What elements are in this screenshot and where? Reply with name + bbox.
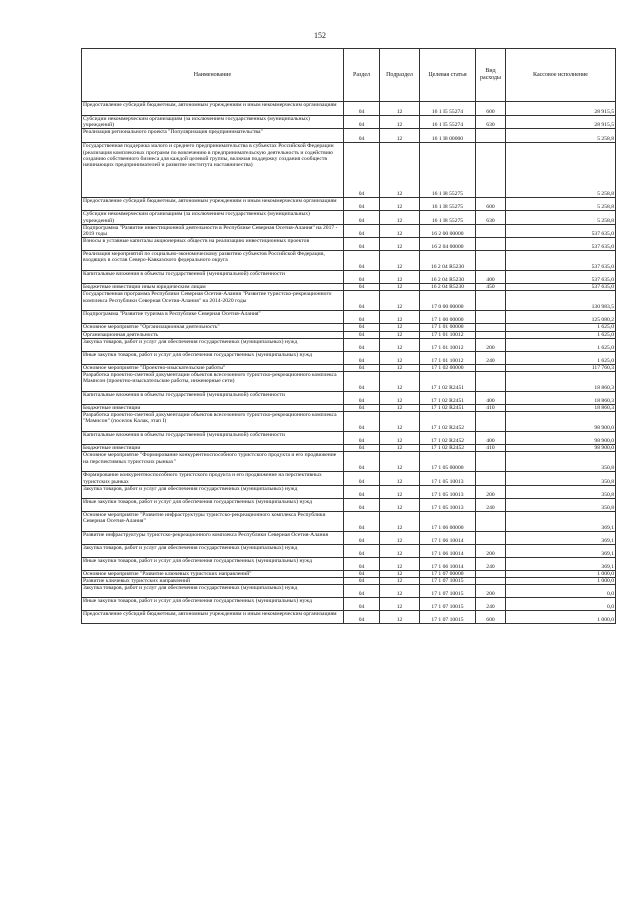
row-cash-execution: 28 915,5 <box>506 102 616 116</box>
row-target-article: 17 1 02 R2451 <box>420 405 476 412</box>
row-cash-execution: 1 000,0 <box>506 570 616 577</box>
row-section: 04 <box>344 284 380 291</box>
row-subsection: 12 <box>380 578 420 585</box>
row-subsection: 12 <box>380 211 420 224</box>
row-cash-execution: 537 635,0 <box>506 238 616 251</box>
row-name: Организационная деятельность <box>82 331 344 338</box>
table-row <box>82 570 616 577</box>
row-expense-type: 400 <box>476 432 506 445</box>
row-name: Предоставление субсидий бюджетным, автономным учреждениям и иным некоммерческим организациям <box>82 102 344 116</box>
row-section: 04 <box>344 198 380 211</box>
table-row <box>82 511 616 531</box>
row-cash-execution: 98 900,0 <box>506 432 616 445</box>
row-expense-type: 200 <box>476 585 506 598</box>
row-expense-type <box>476 143 506 198</box>
row-cash-execution: 117 760,3 <box>506 364 616 371</box>
row-target-article: 17 1 02 R2451 <box>420 372 476 392</box>
row-name: Развитие ключевых туристских направлений <box>82 578 344 585</box>
row-section: 04 <box>344 511 380 531</box>
table-row <box>82 405 616 412</box>
row-name: Капитальные вложения в объекты государственной (муниципальной) собственности <box>82 392 344 405</box>
row-expense-type: 240 <box>476 557 506 570</box>
row-subsection: 12 <box>380 452 420 472</box>
row-name: Бюджетные инвестиции иным юридическим лицам <box>82 284 344 291</box>
row-expense-type: 600 <box>476 611 506 624</box>
row-name: Основное мероприятие "Организационная деятельность" <box>82 324 344 331</box>
row-section: 04 <box>344 452 380 472</box>
row-expense-type <box>476 324 506 331</box>
row-cash-execution: 350,8 <box>506 472 616 485</box>
row-target-article: 17 1 07 10015 <box>420 598 476 611</box>
row-name: Государственная программа Республики Северная Осетия-Алания "Развитие туристско-рекреационного комплекса Республики Северная Осетия-Алания" на 2014-2020 годы <box>82 291 344 311</box>
row-expense-type: 630 <box>476 211 506 224</box>
row-target-article: 16 1 I8 55275 <box>420 211 476 224</box>
row-subsection: 12 <box>380 511 420 531</box>
row-section: 04 <box>344 238 380 251</box>
table-row <box>82 251 616 271</box>
row-cash-execution: 18 860,3 <box>506 405 616 412</box>
row-expense-type <box>476 129 506 143</box>
table-row <box>82 611 616 624</box>
row-subsection: 12 <box>380 405 420 412</box>
row-subsection: 12 <box>380 271 420 284</box>
table-row <box>82 224 616 237</box>
row-target-article: 17 1 02 R2451 <box>420 392 476 405</box>
row-target-article: 17 1 01 00000 <box>420 324 476 331</box>
row-name: Разработка проектно-сметной документации объектов всесезонного туристско-рекреационного комплекса Мамисон (проектно-изыскательские работы, инженерные сети) <box>82 372 344 392</box>
row-section: 04 <box>344 311 380 324</box>
row-cash-execution: 18 860,3 <box>506 392 616 405</box>
row-expense-type: 200 <box>476 338 506 351</box>
table-row <box>82 498 616 511</box>
row-section: 04 <box>344 392 380 405</box>
row-section: 04 <box>344 271 380 284</box>
row-cash-execution: 0,0 <box>506 598 616 611</box>
row-section: 04 <box>344 143 380 198</box>
row-expense-type <box>476 372 506 392</box>
row-name: Основное мероприятие "Формирование конкурентноспособного туристского продукта и его продвижение на перспективных туристских рынках" <box>82 452 344 472</box>
row-target-article: 17 1 05 10013 <box>420 485 476 498</box>
row-target-article: 16 1 I8 55275 <box>420 198 476 211</box>
row-name: Субсидии некоммерческим организациям (за исключением государственных (муниципальных) учреждений) <box>82 211 344 224</box>
row-expense-type: 410 <box>476 445 506 452</box>
row-section: 04 <box>344 338 380 351</box>
row-section: 04 <box>344 531 380 544</box>
table-row <box>82 211 616 224</box>
row-target-article: 16 1 I5 55274 <box>420 116 476 129</box>
row-name: Формирование конкурентноспособного туристского продукта и его продвижение на перспективных туристских рынках <box>82 472 344 485</box>
row-name: Бюджетные инвестиции <box>82 405 344 412</box>
row-section: 04 <box>344 324 380 331</box>
row-subsection: 12 <box>380 372 420 392</box>
row-expense-type: 400 <box>476 271 506 284</box>
row-target-article: 17 1 01 10012 <box>420 331 476 338</box>
table-row <box>82 472 616 485</box>
row-cash-execution: 98 900,0 <box>506 445 616 452</box>
table-row <box>82 331 616 338</box>
row-name: Закупка товаров, работ и услуг для обеспечения государственных (муниципальных) нужд <box>82 338 344 351</box>
table-row <box>82 238 616 251</box>
row-name: Закупка товаров, работ и услуг для обеспечения государственных (муниципальных) нужд <box>82 585 344 598</box>
row-name: Реализация регионального проекта "Популяризация предпринимательства" <box>82 129 344 143</box>
row-subsection: 12 <box>380 611 420 624</box>
table-row <box>82 452 616 472</box>
row-target-article: 16 2 04 R5230 <box>420 271 476 284</box>
row-cash-execution: 5 258,8 <box>506 198 616 211</box>
row-subsection: 12 <box>380 331 420 338</box>
row-section: 04 <box>344 331 380 338</box>
table-row <box>82 445 616 452</box>
header-cash-execution: Кассовое исполнение <box>506 49 616 102</box>
row-subsection: 12 <box>380 570 420 577</box>
header-subsection: Подраздел <box>380 49 420 102</box>
table-row <box>82 284 616 291</box>
row-section: 04 <box>344 351 380 364</box>
row-cash-execution: 537 635,0 <box>506 251 616 271</box>
row-name: Закупка товаров, работ и услуг для обеспечения государственных (муниципальных) нужд <box>82 544 344 557</box>
row-target-article: 17 1 00 00000 <box>420 311 476 324</box>
table-row <box>82 585 616 598</box>
table-row <box>82 324 616 331</box>
row-subsection: 12 <box>380 351 420 364</box>
row-name: Субсидии некоммерческим организациям (за исключением государственных (муниципальных) учреждений) <box>82 116 344 129</box>
row-expense-type <box>476 251 506 271</box>
row-section: 04 <box>344 432 380 445</box>
row-section: 04 <box>344 211 380 224</box>
row-target-article: 17 1 02 R2452 <box>420 445 476 452</box>
row-cash-execution: 369,1 <box>506 531 616 544</box>
row-cash-execution: 350,8 <box>506 485 616 498</box>
row-target-article: 17 1 06 00000 <box>420 511 476 531</box>
row-subsection: 12 <box>380 585 420 598</box>
row-expense-type <box>476 578 506 585</box>
row-section: 04 <box>344 445 380 452</box>
table-row <box>82 364 616 371</box>
row-expense-type <box>476 472 506 485</box>
row-subsection: 12 <box>380 598 420 611</box>
row-name: Государственная поддержка малого и среднего предпринимательства в субъектах Российской Федерации (реализация комплексных программ по вовлечению в предпринимательскую деятельность и содействию созданию собственного бизнеса для каждой целевой группы, включая поддержку создания сообществ начинающих предпринимателей и развитие института наставничества) <box>82 143 344 198</box>
table-row <box>82 544 616 557</box>
row-expense-type: 600 <box>476 198 506 211</box>
row-target-article: 16 1 I8 55275 <box>420 143 476 198</box>
row-section: 04 <box>344 116 380 129</box>
header-name: Наименование <box>82 49 344 102</box>
row-section: 04 <box>344 412 380 432</box>
table-row <box>82 432 616 445</box>
row-subsection: 12 <box>380 238 420 251</box>
row-expense-type <box>476 364 506 371</box>
row-expense-type: 400 <box>476 392 506 405</box>
row-name: Капитальные вложения в объекты государственной (муниципальной) собственности <box>82 432 344 445</box>
table-row <box>82 271 616 284</box>
row-name: Закупка товаров, работ и услуг для обеспечения государственных (муниципальных) нужд <box>82 485 344 498</box>
row-cash-execution: 369,1 <box>506 557 616 570</box>
row-name: Подпрограмма "Развитие инвестиционной деятельности в Республике Северная Осетия-Алания" на 2017 - 2019 годы <box>82 224 344 237</box>
row-expense-type <box>476 291 506 311</box>
row-section: 04 <box>344 578 380 585</box>
table-row <box>82 116 616 129</box>
row-cash-execution: 0,0 <box>506 585 616 598</box>
row-section: 04 <box>344 611 380 624</box>
row-subsection: 12 <box>380 198 420 211</box>
row-target-article: 17 1 07 00000 <box>420 570 476 577</box>
row-target-article: 17 1 05 10013 <box>420 498 476 511</box>
row-name: Основное мероприятие "Развитие инфраструктуры туристско-рекреационного комплекса Республики Северная Осетия-Алания" <box>82 511 344 531</box>
header-section: Раздел <box>344 49 380 102</box>
row-section: 04 <box>344 405 380 412</box>
row-section: 04 <box>344 570 380 577</box>
row-subsection: 12 <box>380 116 420 129</box>
row-expense-type <box>476 224 506 237</box>
table-row <box>82 598 616 611</box>
row-section: 04 <box>344 498 380 511</box>
row-subsection: 12 <box>380 485 420 498</box>
row-subsection: 12 <box>380 324 420 331</box>
row-subsection: 12 <box>380 445 420 452</box>
row-expense-type <box>476 531 506 544</box>
table-row <box>82 198 616 211</box>
row-cash-execution: 350,8 <box>506 498 616 511</box>
table-row <box>82 485 616 498</box>
row-target-article: 16 2 04 00000 <box>420 238 476 251</box>
budget-table <box>81 48 616 624</box>
row-subsection: 12 <box>380 472 420 485</box>
row-target-article: 17 1 07 10015 <box>420 578 476 585</box>
row-name: Разработка проектно-сметной документации объектов всесезонного туристско-рекреационного комплекса "Мамисон" (поселок Калак, этап I) <box>82 412 344 432</box>
row-expense-type <box>476 511 506 531</box>
page-number: 152 <box>314 31 326 40</box>
table-row <box>82 557 616 570</box>
row-cash-execution: 18 860,3 <box>506 372 616 392</box>
row-cash-execution: 369,1 <box>506 544 616 557</box>
row-name: Капитальные вложения в объекты государственной (муниципальной) собственности <box>82 271 344 284</box>
row-name: Взносы в уставные капиталы акционерных обществ на реализацию инвестиционных проектов <box>82 238 344 251</box>
row-cash-execution: 5 258,8 <box>506 143 616 198</box>
row-target-article: 17 1 07 10015 <box>420 585 476 598</box>
row-subsection: 12 <box>380 129 420 143</box>
row-target-article: 17 1 05 10013 <box>420 472 476 485</box>
row-subsection: 12 <box>380 284 420 291</box>
table-row <box>82 372 616 392</box>
row-subsection: 12 <box>380 432 420 445</box>
row-cash-execution: 28 915,5 <box>506 116 616 129</box>
row-expense-type: 240 <box>476 351 506 364</box>
row-section: 04 <box>344 224 380 237</box>
row-section: 04 <box>344 364 380 371</box>
row-expense-type: 600 <box>476 102 506 116</box>
row-cash-execution: 1 625,0 <box>506 351 616 364</box>
row-target-article: 17 1 06 10014 <box>420 544 476 557</box>
row-subsection: 12 <box>380 102 420 116</box>
row-section: 04 <box>344 372 380 392</box>
row-name: Иные закупки товаров, работ и услуг для обеспечения государственных (муниципальных) нужд <box>82 557 344 570</box>
row-target-article: 16 2 04 R5230 <box>420 251 476 271</box>
table-row <box>82 102 616 116</box>
row-subsection: 12 <box>380 224 420 237</box>
table-row <box>82 338 616 351</box>
row-target-article: 17 1 01 10012 <box>420 338 476 351</box>
row-name: Иные закупки товаров, работ и услуг для обеспечения государственных (муниципальных) нужд <box>82 351 344 364</box>
row-target-article: 17 1 02 00000 <box>420 364 476 371</box>
row-name: Развитие инфраструктуры туристско-рекреационного комплекса Республики Северная Осетия-Алания <box>82 531 344 544</box>
row-name: Предоставление субсидий бюджетным, автономным учреждениям и иным некоммерческим организациям <box>82 611 344 624</box>
row-subsection: 12 <box>380 311 420 324</box>
table-row <box>82 412 616 432</box>
row-target-article: 16 1 I5 55274 <box>420 102 476 116</box>
row-subsection: 12 <box>380 143 420 198</box>
row-cash-execution: 1 625,0 <box>506 331 616 338</box>
row-target-article: 17 1 06 10014 <box>420 531 476 544</box>
row-target-article: 17 0 00 00000 <box>420 291 476 311</box>
row-section: 04 <box>344 585 380 598</box>
table-header-row <box>82 49 616 102</box>
row-expense-type <box>476 238 506 251</box>
row-subsection: 12 <box>380 338 420 351</box>
row-cash-execution: 125 080,2 <box>506 311 616 324</box>
table-row <box>82 531 616 544</box>
row-subsection: 12 <box>380 392 420 405</box>
row-subsection: 12 <box>380 531 420 544</box>
row-section: 04 <box>344 251 380 271</box>
row-cash-execution: 1 625,0 <box>506 324 616 331</box>
row-cash-execution: 1 000,0 <box>506 578 616 585</box>
row-cash-execution: 5 258,8 <box>506 211 616 224</box>
row-cash-execution: 369,1 <box>506 511 616 531</box>
row-expense-type <box>476 570 506 577</box>
table-row <box>82 129 616 143</box>
row-cash-execution: 130 983,5 <box>506 291 616 311</box>
row-cash-execution: 537 635,0 <box>506 284 616 291</box>
table-row <box>82 578 616 585</box>
row-subsection: 12 <box>380 557 420 570</box>
row-cash-execution: 5 258,8 <box>506 129 616 143</box>
row-section: 04 <box>344 129 380 143</box>
row-subsection: 12 <box>380 251 420 271</box>
row-name: Основное мероприятие "Проектно-изыскательские работы" <box>82 364 344 371</box>
row-name: Иные закупки товаров, работ и услуг для обеспечения государственных (муниципальных) нужд <box>82 498 344 511</box>
row-cash-execution: 1 625,0 <box>506 338 616 351</box>
row-expense-type <box>476 331 506 338</box>
table-row <box>82 143 616 198</box>
row-cash-execution: 1 000,0 <box>506 611 616 624</box>
header-target-article: Целевая статья <box>420 49 476 102</box>
row-name: Иные закупки товаров, работ и услуг для обеспечения государственных (муниципальных) нужд <box>82 598 344 611</box>
row-expense-type: 240 <box>476 498 506 511</box>
row-section: 04 <box>344 291 380 311</box>
row-name: Бюджетные инвестиции <box>82 445 344 452</box>
row-target-article: 17 1 07 10015 <box>420 611 476 624</box>
row-expense-type: 240 <box>476 598 506 611</box>
row-subsection: 12 <box>380 544 420 557</box>
row-subsection: 12 <box>380 291 420 311</box>
row-cash-execution: 98 900,0 <box>506 412 616 432</box>
row-subsection: 12 <box>380 412 420 432</box>
row-target-article: 16 2 04 R5230 <box>420 284 476 291</box>
row-name: Основное мероприятие "Развитие ключевых туристских направлений" <box>82 570 344 577</box>
row-target-article: 16 1 I8 00000 <box>420 129 476 143</box>
row-name: Предоставление субсидий бюджетным, автономным учреждениям и иным некоммерческим организациям <box>82 198 344 211</box>
row-section: 04 <box>344 485 380 498</box>
row-section: 04 <box>344 472 380 485</box>
row-subsection: 12 <box>380 498 420 511</box>
row-cash-execution: 350,8 <box>506 452 616 472</box>
row-name: Подпрограмма "Развитие туризма в Республике Северная Осетия-Алания" <box>82 311 344 324</box>
row-expense-type: 200 <box>476 485 506 498</box>
row-section: 04 <box>344 544 380 557</box>
row-expense-type: 410 <box>476 405 506 412</box>
row-subsection: 12 <box>380 364 420 371</box>
row-section: 04 <box>344 557 380 570</box>
row-target-article: 17 1 06 10014 <box>420 557 476 570</box>
row-section: 04 <box>344 598 380 611</box>
row-expense-type <box>476 452 506 472</box>
row-name: Реализация мероприятий по социально-экономическому развитию субъектов Российской Федерации, входящих в состав Северо-Кавказского федерального округа <box>82 251 344 271</box>
row-section: 04 <box>344 102 380 116</box>
row-target-article: 17 1 05 00000 <box>420 452 476 472</box>
row-expense-type: 450 <box>476 284 506 291</box>
table-row <box>82 392 616 405</box>
row-expense-type <box>476 412 506 432</box>
table-row <box>82 351 616 364</box>
row-target-article: 17 1 01 10012 <box>420 351 476 364</box>
header-expense-type: Вид расходы <box>476 49 506 102</box>
row-target-article: 17 1 02 R2452 <box>420 412 476 432</box>
row-target-article: 16 2 00 00000 <box>420 224 476 237</box>
row-expense-type: 200 <box>476 544 506 557</box>
table-row <box>82 291 616 311</box>
row-expense-type: 630 <box>476 116 506 129</box>
row-cash-execution: 537 635,0 <box>506 224 616 237</box>
row-expense-type <box>476 311 506 324</box>
row-cash-execution: 537 635,0 <box>506 271 616 284</box>
row-target-article: 17 1 02 R2452 <box>420 432 476 445</box>
table-row <box>82 311 616 324</box>
